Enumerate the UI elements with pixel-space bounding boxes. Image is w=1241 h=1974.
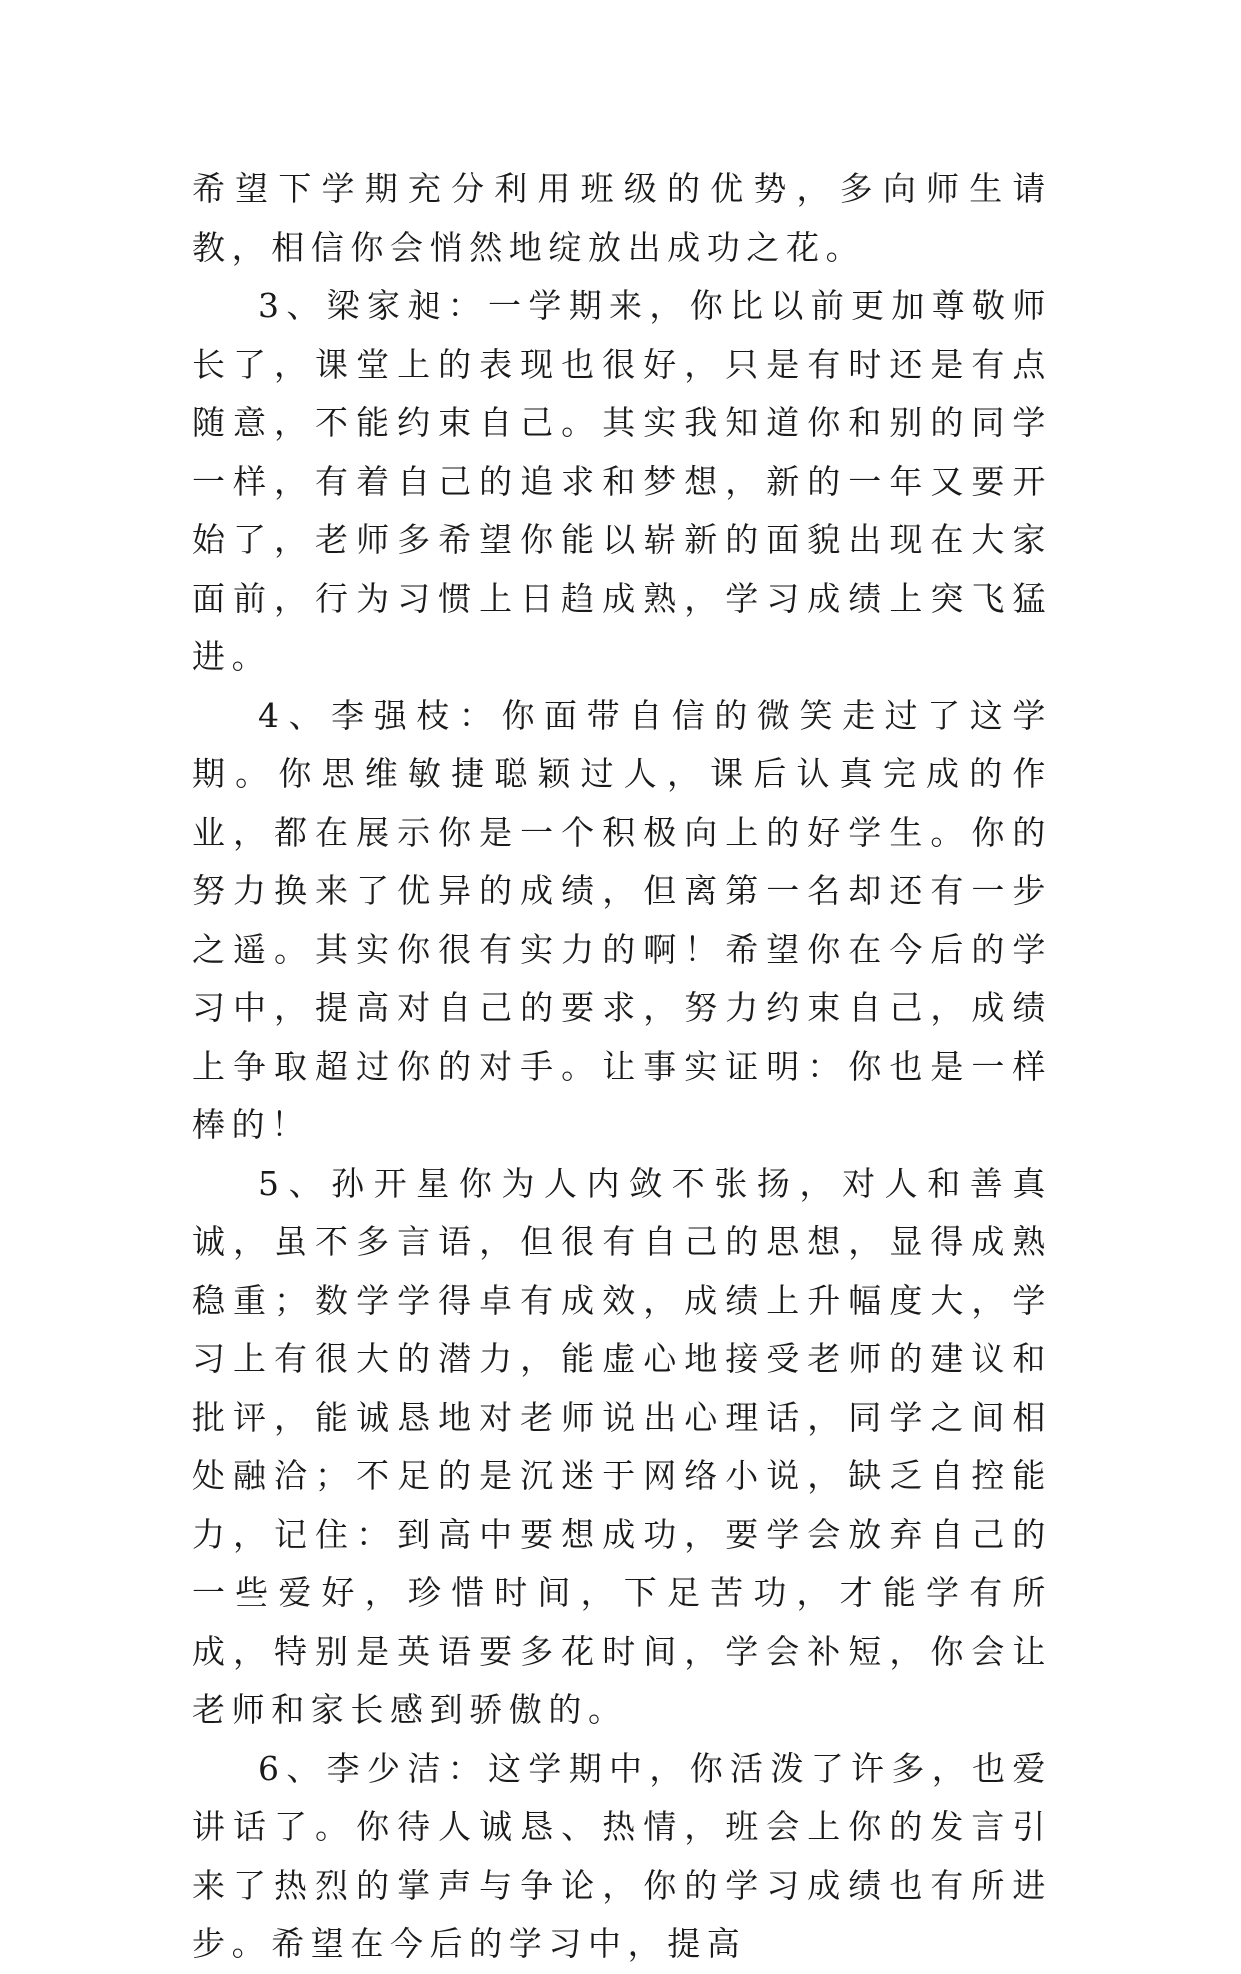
paragraph-comment-6: 6、李少洁：这学期中，你活泼了许多，也爱讲话了。你待人诚恳、热情，班会上你的发言引来了热烈的掌声与争论，你的学习成绩也有所进步。希望在今后的学习中，提高 — [192, 1748, 1052, 1963]
document-body — [192, 160, 1052, 1974]
paragraph-continuation: 希望下学期充分利用班级的优势，多向师生请教，相信你会悄然地绽放出成功之花。 — [192, 169, 1052, 267]
paragraph-comment-4: 4、李强枝：你面带自信的微笑走过了这学期。你思维敏捷聪颖过人，课后认真完成的作业，都在展示你是一个积极向上的好学生。你的努力换来了优异的成绩，但离第一名却还有一步之遥。其实你很有实力的啊！希望你在今后的学习中，提高对自己的要求，努力约束自己，成绩上争取超过你的对手。让事实证明：你也是一样棒的！ — [192, 695, 1052, 1144]
paragraph-comment-3: 3、梁家昶：一学期来，你比以前更加尊敬师长了，课堂上的表现也很好，只是有时还是有点随意，不能约束自己。其实我知道你和别的同学一样，有着自己的追求和梦想，新的一年又要开始了，老师多希望你能以崭新的面貌出现在大家面前，行为习惯上日趋成熟，学习成绩上突飞猛进。 — [192, 286, 1052, 676]
paragraph-comment-5: 5、孙开星你为人内敛不张扬，对人和善真诚，虽不多言语，但很有自己的思想，显得成熟稳重；数学学得卓有成效，成绩上升幅度大，学习上有很大的潜力，能虚心地接受老师的建议和批评，能诚恳地对老师说出心理话，同学之间相处融洽；不足的是沉迷于网络小说，缺乏自控能力，记住：到高中要想成功，要学会放弃自己的一些爱好，珍惜时间，下足苦功，才能学有所成，特别是英语要多花时间，学会补短，你会让老师和家长感到骄傲的。 — [192, 1163, 1052, 1729]
